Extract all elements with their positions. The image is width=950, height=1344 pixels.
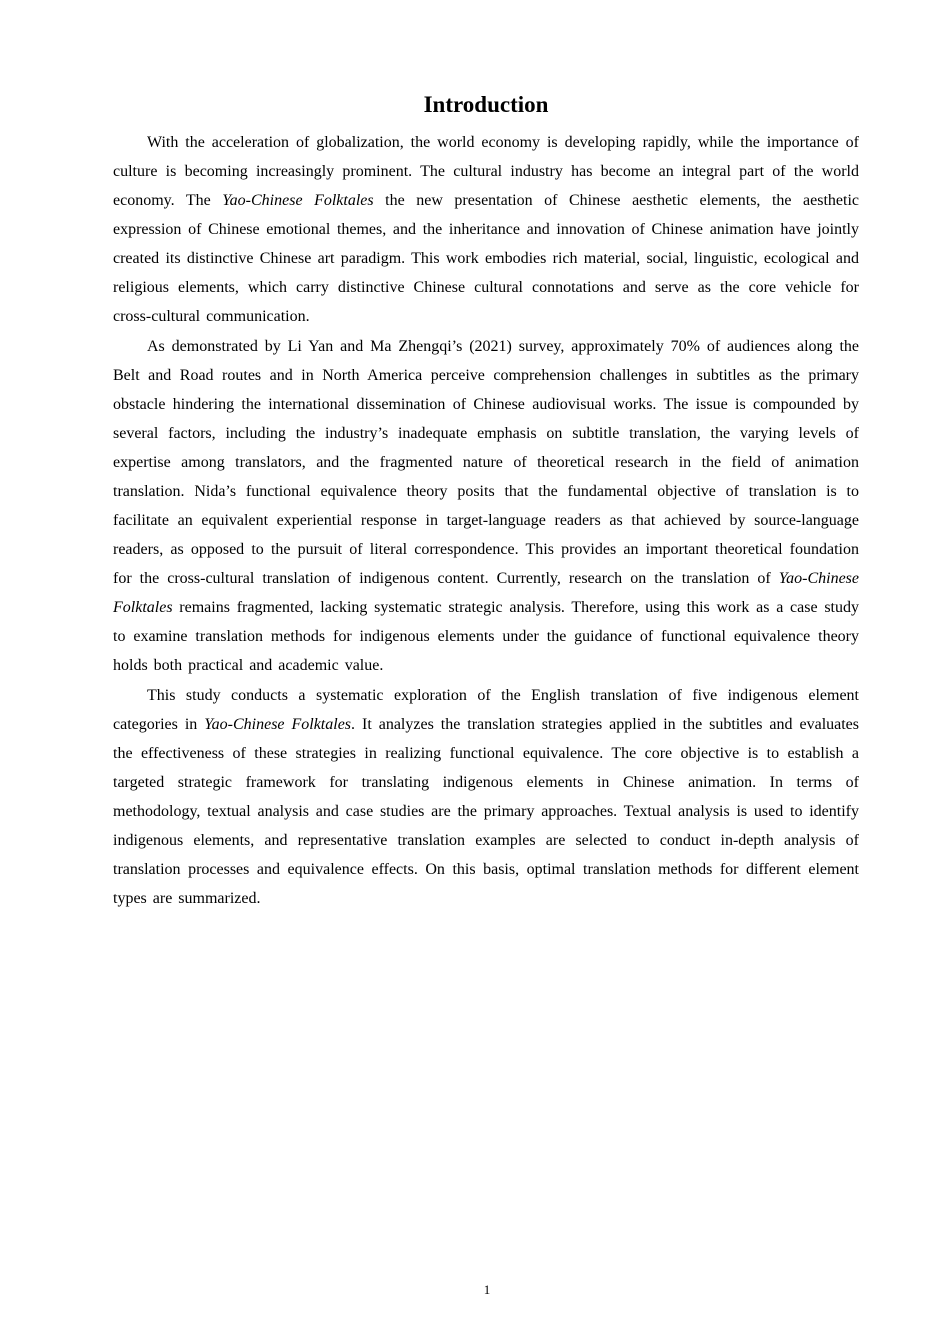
page-number: 1 bbox=[483, 1282, 491, 1297]
document-page bbox=[113, 88, 859, 914]
paragraph-1 bbox=[113, 128, 859, 331]
paragraph-text: remains fragmented, lacking systematic strategic analysis. Therefore, using this work as a case study to examine translation methods for indigenous elements under the guidance of functional equivalence theory holds both practical and academic value. bbox=[113, 599, 859, 674]
italic-work-title: Yao-Chinese Folktales bbox=[113, 570, 859, 616]
paragraph-text: the new presentation of Chinese aesthetic elements, the aesthetic expression of Chinese emotional themes, and the inheritance and innovation of Chinese animation have jointly created its distinctive Chinese art paradigm. This work embodies rich material, social, linguistic, ecological and religious elements, which carry distinctive Chinese cultural connotations and serve as the core vehicle for cross-cultural communication. bbox=[113, 192, 859, 325]
paragraph-text: With the acceleration of globalization, the world economy is developing rapidly, while the importance of culture is becoming increasingly prominent. The cultural industry has become an integral part of the world economy. The bbox=[113, 134, 859, 209]
paragraph-text: . It analyzes the translation strategies applied in the subtitles and evaluates the effectiveness of these strategies in realizing functional equivalence. The core objective is to establish a targeted strategic framework for translating indigenous elements in Chinese animation. In terms of methodology, textual analysis and case studies are the primary approaches. Textual analysis is used to identify indigenous elements, and representative translation examples are selected to conduct in-depth analysis of translation processes and equivalence effects. On this basis, optimal translation methods for different element types are summarized. bbox=[113, 716, 860, 907]
paragraph-3 bbox=[113, 681, 859, 913]
section-heading: Introduction bbox=[423, 92, 549, 117]
italic-work-title: Yao-Chinese Folktales bbox=[222, 192, 374, 209]
italic-work-title: Yao-Chinese Folktales bbox=[204, 716, 352, 733]
paragraph-text: As demonstrated by Li Yan and Ma Zhengqi’s (2021) survey, approximately 70% of audiences along the Belt and Road routes and in North America perceive comprehension challenges in subtitles as the primary obstacle hindering the international dissemination of Chinese audiovisual works. The issue is compounded by several factors, including the industry’s inadequate emphasis on subtitle translation, the varying levels of expertise among translators, and the fragmented nature of theoretical research in the field of animation translation. Nida’s functional equivalence theory posits that the fundamental objective of translation is to facilitate an equivalent experiential response in target-language readers as that achieved by source-language readers, as opposed to the pursuit of literal correspondence. This provides an important theoretical foundation for the cross-cultural translation of indigenous content. Currently, research on the translation of bbox=[113, 338, 859, 587]
paragraph-text: This study conducts a systematic exploration of the English translation of five indigenous element categories in bbox=[113, 687, 859, 733]
paragraph-2 bbox=[113, 332, 859, 680]
